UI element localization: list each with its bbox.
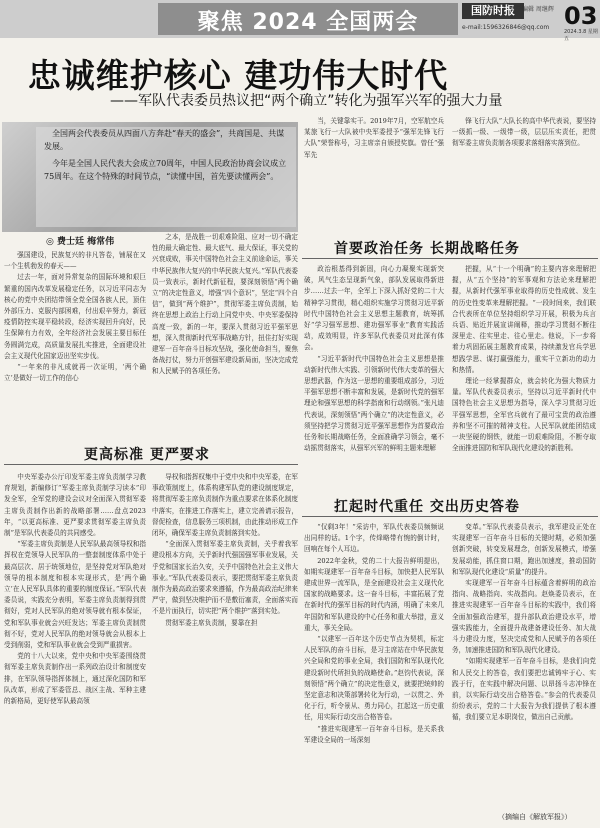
paragraph: 变革。”军队代表委员表示，我军建设正处在实现建军一百年奋斗目标的关键时期，必须加强创新突破，转变发展理念，创新发展模式，增强发展动能，抓住窗口期，跑出加速度，推动国防和军队现代化建设“质量”的提升。	[452, 523, 596, 576]
intro-paragraph: 今年是全国人民代表大会成立70周年，中国人民政治协商会议成立75周年。在这个特殊的时间节点，“读懂中国，首先要读懂两会”。	[44, 159, 287, 181]
paragraph: “推进实现建军一百年奋斗目标，是关系我军建设全局的一场深刻	[304, 724, 444, 744]
paragraph: 理论一经掌握群众，就会转化为强大物质力量。军队代表委员表示，坚持以习近平新时代中国特色社会主义思想为指导，深入学习贯彻习近平强军思想，全军官兵就有了最可宝贵的政治遵养和坚不可摧的精神支柱。人民军队就能团结成一块坚硬的钢铁，就能一切艰难险阻，不断夺取全面推进国防和军队现代化建设的新胜利。	[452, 377, 596, 453]
article-column	[452, 264, 596, 490]
paragraph: “以建军一百年这个历史节点为契机，标定人民军队的奋斗目标，是习主席站在中华民族复兴全局和党的事业全局，我们国防和军队现代化建设新时代所担负的战略使命。”赵钧代表说，深刻领悟“两个确立”的决定性意义，就要把统帅的坚定意志和决策部署转化为行动，一以贯之、外化于行，听令景从、勇力同心，扛起这一历史重任，用实际行动交出合格答卷。	[304, 635, 444, 722]
paragraph: “如期实现建军一百年奋斗目标，是我们向党和人民交上的答卷，我们要把忠诚铸牢于心、实践于行，在实践中解决问题、以昂扬斗志冲锋在前，以实际行动交出合格答卷。”参会的代表委员纷纷表示，党的二十大报告为我们提供了根本遵循，我们要立足本职岗位，做出自己贡献。	[452, 657, 596, 722]
article-column	[304, 116, 444, 234]
paragraph: 强国建设，民族复兴的非凡答卷，铺展在又一个生机勃发的春天——	[4, 251, 146, 271]
divider	[302, 516, 598, 517]
headline: 忠诚维护核心 建功伟大时代	[27, 56, 449, 95]
article-column	[152, 472, 298, 822]
article-column	[152, 232, 298, 440]
paragraph: “一年来的非凡成就再一次证明，‘两个确立’是做好一切工作的信心	[4, 363, 146, 383]
paragraph: 贯彻军委主席负责制，要靠在担	[165, 618, 258, 627]
byline: ◎ 费士廷 梅常伟	[46, 237, 115, 247]
page-date: 2024.3.8 星期五	[564, 29, 598, 42]
editor-credit: 责任编辑 周继辉	[510, 6, 554, 13]
section-heading: 首要政治任务 长期战略任务	[334, 241, 520, 257]
intro-paragraph: 全国两会代表委员从四面八方奔赴“春天的盛会”，共商国是、共谋发展。	[44, 129, 285, 151]
paragraph: “习近平新时代中国特色社会主义思想是推动新时代伟大实践、引领新时代伟大变革的强大思想武器，作为这一思想的重要组成部分，习近平强军思想不断丰富和发展，是新时代党的强军理论和强军思想的科学指南和行动纲领。”张凡迪代表说，深刻领悟“两个确立”的决定性意义，必须坚持把学习贯彻习近平强军思想作为首要政治任务和长期战略任务，全面准确学习领会，毫不动摇贯彻落实，从强军兴军的鲜明主题来理解	[304, 354, 444, 453]
editor-email: e-mail:1596326846@qq.com	[462, 24, 550, 31]
paragraph: 当，关键靠实干。2019年7月，空军航空兵某旅飞行一大队被中央军委授予“强军先锋飞行大队”荣誉称号，习主席亲自颁授奖旗。曾任“强军先	[304, 117, 444, 159]
source-credit: （摘编自《解放军报》）	[498, 813, 572, 821]
article-column	[4, 250, 146, 440]
subheadline: ——军队代表委员热议把“两个确立”转化为强军兴军的强大力量	[110, 93, 503, 109]
page-number: 03	[564, 2, 598, 30]
paragraph: 2022年金秋，党的二十大报告鲜明提出，如期实现建军一百年奋斗目标，加快把人民军队建成世界一流军队，是全面建设社会主义现代化国家的战略要求。这一奋斗目标，丰富拓展了党在新时代的强军目标的时代内涵，明确了未来几年国防和军队建设的中心任务和重大举措，意义重大，事关全局。	[304, 556, 444, 632]
paragraph: 实现建军一百年奋斗目标蕴含着鲜明的政治指向、战略指向、实战指向。赵焕委员表示，在推进实现建军一百年奋斗目标的实践中，我们将全面加强政治建军，提升部队政治建设水平，增强实践能力，全面提升战建备建设任务、加大战斗力建设力度，坚决完成党和人民赋予的各项任务，加速推进国防和军队现代化建设。	[452, 579, 596, 655]
paragraph: 导权和指挥权集中于党中央和中央军委，在军事政策制度上，体系构建军队党的建设制度规定，将贯彻军委主席负责制作为重点要求在体系化制度中落实，在推进工作落实上，建立完善请示报告，督促检查，信息服务三项机制，由此推动形成工作闭环，确保军委主席负责制落到实处。	[152, 473, 298, 538]
section-heading: 扛起时代重任 交出历史答卷	[334, 499, 520, 515]
paragraph: 锋飞行大队”大队长的高中华代表说，要坚持一级抓一级、一级带一级，层层压实责任，把贯彻军委主席负责制各项要求落细落实落到位。	[452, 117, 596, 148]
article-column	[452, 116, 596, 234]
paragraph: 党的十八大以来，党中央和中央军委围绕贯彻军委主席负责制作出一系列政治设计和制度安排，在军队领导指挥体制上，通过深化国防和军队改革，形成了军委管总、战区主战、军种主建的新格局，更好使军队最高领	[4, 652, 146, 706]
article-column	[304, 264, 444, 490]
newspaper-logo: 国防时报	[462, 3, 524, 19]
paragraph: 之本，是战胜一切艰难险阻、应对一切不确定性的最大确定性、最大底气、最大保证，事关党的兴衰成败，事关中国特色社会主义前途命运，事关中华民族伟大复兴的中华民族大复兴。”军队代表委员一致表示，新时代新征程，要深刻领悟“两个确立”的决定性意义，增强“四个意识”，坚定“四个自信”，做到“两个维护”，贯彻军委主席负责制，始终在思想上政治上行动上同党中央、中央军委保持高度一致，新的一年，要深入贯彻习近平强军思想，深入贯彻新时代军事战略方针，扭住打好实现建军一百年奋斗目标攻坚战，强化使命担当，聚焦备战打仗，努力开创强军建设新局面，坚决完成党和人民赋予的各项任务。	[152, 233, 298, 376]
article-column	[4, 472, 146, 822]
paragraph: 把握，从“十一个明确”的主要内容来理解把握，从“五个坚持”的军事观和方法论来理解把握，从新时代强军事业取得的历史性成就、发生的历史性变革来理解把握。“一段时间来，我们联合代表所在单位坚持组织学习开展，积极为兵言兵语、贴近并展宣讲阐释，推动学习贯彻不断往深里走、往实里走、往心里走。他说，下一步将着力巩固拓展主题教育成果，持续激发官兵学思想践学思、谋打赢强能力，重实干立新功的动力和热情。	[452, 265, 596, 374]
paragraph: “军委主席负责制是人民军队最高领导权和指挥权在党领导人民军队的一整套制度体系中处于最高层次、居于统领地位，是坚持党对军队绝对领导的根本制度和根本实现形式，是‘两个确立’在人民军队具体的重要的制度保证。”军队代表委员说，实践充分表明，军委主席负责制得到贯彻好，党对人民军队的绝对领导就有根本保证，党和军队事业就会兴旺发达；军委主席负责制贯彻不好，党对人民军队的绝对领导就会从根本上受到削弱，党和军队事业就会受到严重损害。	[4, 540, 146, 650]
divider	[302, 258, 598, 259]
paragraph: “仅剩3年！”采访中，军队代表委员频频说出同样的话。1个字，传烽略带有惋的倒计时，回响在每个人耳边。	[304, 523, 444, 554]
article-column	[452, 522, 596, 812]
section-banner-title: 聚焦 2024 全国两会	[197, 10, 419, 35]
section-heading: 更高标准 更严要求	[84, 447, 210, 463]
divider	[4, 464, 298, 465]
paragraph: “全面深入贯彻军委主席负责制，关乎着我军建设根本方向，关乎新时代强国强军事业发展，关乎党和国家长治久安，关乎中国特色社会主义伟大事业。”军队代表委员表示，要把贯彻军委主席负责制作为最高政治要求来遵循，作为最高政治纪律来严守，做到坚决维护而不是敷衍塞责，全面落实而不是片面执行，切实把“两个维护”落到实处。	[152, 540, 298, 616]
paragraph: 政治根基得到新固，向心力凝聚实现新突破，风气生态呈现新气象，部队发展取得新进步……过去一年，全军上下深入抓好党的二十大精神学习贯彻，精心组织实施学习贯彻习近平新时代中国特色社会主义思想主题教育，统筹抓好“学习强军思想、建功强军事业”教育实践活动，成效明显，许多军队代表委员对此深有体会。	[304, 265, 444, 352]
paragraph: 过去一年，面对异常复杂的国际环境和艰巨繁重的国内改革发展稳定任务，以习近平同志为核心的党中央团结带领全党全国各族人民，顶住外部压力、克服内部困难，付出艰辛努力，新冠疫情防控实现平稳转段，经济实现回升向好，民生保障有力有效，全年经济社会发展主要目标任务圆满完成，高质量发展扎实推进，全面建设社会主义现代化国家迈出坚实步伐。	[4, 273, 146, 360]
intro-text	[44, 127, 290, 187]
paragraph: 中央军委办公厅印发军委主席负责制学习教育规划，新编修订“军委主席负责制学习读本”印发全军，全军党的建设会议对全面深入贯彻军委主席负责制作出新的战略部署……盘点2023年，“以更高标准、更严要求贯彻军委主席负责制”是军队代表委员的共同感受。	[4, 473, 146, 538]
article-column	[304, 522, 444, 812]
